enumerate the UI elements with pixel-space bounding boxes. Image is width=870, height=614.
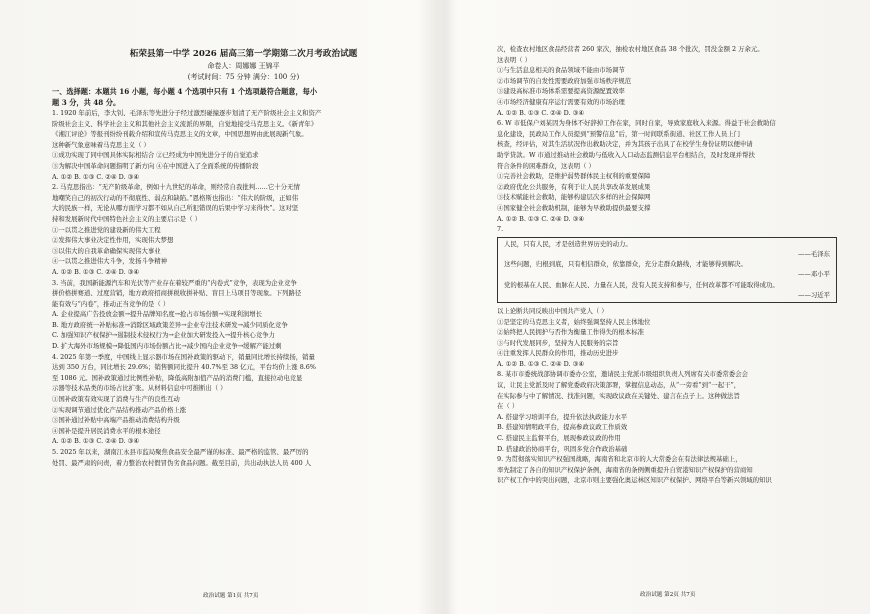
text-line: 符合条件的困难群众，这表明（ ）: [497, 161, 595, 170]
text-line: ——毛泽东: [798, 249, 830, 258]
text-line: ②市场调节的自发性需要政府加强市场秩序规范: [497, 76, 632, 85]
text-line: 这种新气象意味着马克思主义（ ）: [52, 140, 150, 149]
page-footer-right: 政治试题 第2页 共7页: [640, 592, 696, 598]
text-line: 这些问题，归根到底，只有相信群众，依靠群众，充分走群众路线，才能够得到解决。: [504, 260, 747, 269]
text-line: 议，让民主党派及时了解党委政府决策部署，掌握信息动态，从“一旁看”到“一起干”，: [497, 381, 741, 390]
text-line: ——邓小平: [798, 270, 830, 279]
text-line: 持和发展新时代中国特色社会主义的主要启示是（ ）: [52, 214, 202, 223]
quote-box: [497, 237, 837, 303]
text-line: 达到 350 万台，同比增长 29.6%；销售额同比提升 40.7%至 38 亿元，平台均价上涨 8.6%: [52, 363, 316, 372]
text-line: 处罚、最严肃的问责，着力整治农村假冒伪劣食品问题。截至目前，共出动执法人员 400 人: [52, 458, 312, 467]
page-fold: [434, 0, 458, 614]
text-line: ③为解决中国革命问题指明了新方向 ④在中国进入了全面系统的传播阶段: [52, 161, 259, 170]
exam-info: (考试时间：75 分钟 满分：100 分): [187, 73, 300, 81]
text-line: A. ①② B. ①③ C. ②④ D. ③④: [52, 437, 140, 446]
text-line: A. 企业提高广告投放金额→提升品牌知名度→抢占市场份额→实现利润增长: [52, 310, 263, 319]
text-line: 7.: [497, 225, 504, 234]
text-line: A. ①② B. ①③ C. ②④ D. ③④: [497, 359, 585, 368]
text-line: 识产权工作中的突出问题，北京市则主要强化奥运林区知识产权保护、网络平台等新兴领域的知识: [497, 476, 772, 485]
text-line: ④国家健全社会救助机制，能够为早救助提供最要支撑: [497, 203, 651, 212]
text-line: ②发挥伟大事业决定性作用，实现伟大梦想: [52, 236, 174, 245]
text-line: ——习近平: [798, 290, 830, 299]
text-line: ④一以贯之推进伟大斗争，发扬斗争精神: [52, 257, 168, 266]
text-line: ④国补是提升居民消费水平的根本途径: [52, 426, 161, 435]
text-line: 拼价格拼赛道、过度营销，地方政府招商拼税收拼补贴、盲目上马项目等现象。下列路径: [52, 289, 302, 298]
text-line: 题 3 分，共 48 分。: [52, 98, 121, 107]
right-question-text-bottom: [497, 306, 837, 486]
text-line: A. ①② B. ①③ C. ②④ D. ③④: [52, 172, 140, 181]
text-line: 党的根基在人民、血脉在人民、力量在人民，没有人民支持和参与，任何改革都不可能取得成功。: [504, 280, 779, 289]
text-line: A. ①② B. ①③ C. ②④ D. ③④: [52, 267, 140, 276]
text-line: 示器等技术品类的市场占比扩张。从材料信息中可推断出（ ）: [52, 384, 227, 393]
text-line: ②政府优化公共服务，有利于让人民共享改革发展成果: [497, 182, 651, 191]
text-line: 率先制定了各自的知识产权保护条例，海南省的条例侧重提升自贸港知识产权保护的营商知: [497, 465, 753, 474]
text-line: D. 扩大海外市场规模→降低国内市场份额占比→减少国内企业竞争→缓解产能过剩: [52, 342, 282, 351]
page-footer-left: 政治试题 第1页 共7页: [203, 593, 259, 599]
exam-setters: 命卷人：周娜娜 王锦平: [207, 62, 280, 70]
text-line: 这表明（ ）: [497, 55, 531, 64]
text-line: ①完善社会救助，是维护弱势群体民主权利的重要保障: [497, 172, 651, 181]
text-line: ③技术赋能社会救助，能够构建层次多样的社会保障网: [497, 193, 651, 202]
text-line: 8. 某市市委统战部协调市委办公室，邀请民主党派市级组织负责人列席有关市委常委会会: [497, 370, 748, 379]
text-line: ①国补政策有效实现了消费与生产的良性互动: [52, 395, 180, 404]
text-line: 助学贷款。W 市通过推动社会救助与低收入人口动态监测信息平台相结合，及时发现并帮扶: [497, 150, 755, 159]
left-question-text: [52, 86, 435, 468]
text-line: 3. 当前，我国新能源汽车和光伏等产业存在着较严重的“内卷式”竞争，表现为企业竞争: [52, 278, 297, 287]
text-line: 2. 马克思指出：“无产阶级革命，例如十九世纪的革命，则经常自我批判……它十分无情: [52, 183, 300, 192]
text-line: 地嘲笑自己的初次行动的不彻底性、弱点和缺陷。”恩格斯也指出：“伟大的阶级，正如伟: [52, 193, 299, 202]
text-line: ③建设高标准市场体系需要提高资源配置效率: [497, 87, 625, 96]
text-line: ②实现调节通过优化产品结构推动产品价格上涨: [52, 405, 187, 414]
text-line: 4. 2025 年第一季度，中国线上显示器市场在国补政策的驱动下，销量同比增长持续扬，销量: [52, 352, 315, 361]
text-line: 息化建设，民政局工作人员提到“预警信息”后，第一时间联系街道、社区工作人员上门: [497, 129, 740, 138]
text-line: ④市场经济健康有序运行需要有效的市场治理: [497, 97, 625, 106]
text-line: 在实际参与中了解情况、找准问题，实现政议政在关键处、建言在点子上。这种做法旨: [497, 391, 740, 400]
text-line: 大的民族一样，无论从哪方面学习都不如从自己所犯错误的后果中学习来得快”。这对坚: [52, 204, 299, 213]
text-line: 《湘江评论》等报刊纷纷刊载介绍和宣传马克思主义的文章，中国思想界由此展现新气象。: [52, 130, 308, 139]
text-line: ③与时代发展同步，坚持为人民服务的宗旨: [497, 338, 619, 347]
text-line: 以上论断共同反映出中国共产党人（ ）: [497, 306, 608, 315]
quote-text: [504, 239, 830, 300]
text-line: ①是坚定的马克思主义者，始终强调坚持人民主体地位: [497, 317, 651, 326]
text-line: ②始终把人民拥护与否作为衡量工作得失的根本标准: [497, 328, 644, 337]
text-line: A. 搭建学习培训平台，提升依法执政能力水平: [497, 412, 628, 421]
right-question-text-top: [497, 44, 837, 235]
text-line: 人民，只有人民，才是创造世界历史的动力。: [504, 239, 632, 248]
text-line: 5. 2025 年以来，湖南江永县市监局聚焦食品安全最严谨的标准、最严格的监管、最严厉的: [52, 448, 309, 456]
text-line: 次，检查农村地区食品经营者 260 家次，抽检农村地区食品 38 个批次，罚没金额 2 万余元。: [497, 45, 764, 53]
text-line: 一、选择题：本题共 16 小题，每小题 4 个选项中只有 1 个选项最符合题意，每小: [52, 87, 318, 96]
right-column: [497, 0, 837, 614]
exam-title: 柘荣县第一中学 2026 届高三第一学期第二次月考政治试题: [129, 49, 358, 59]
text-line: ④注重发挥人民群众的作用，推动历史进步: [497, 349, 619, 358]
text-line: C. 搭建民主监督平台，展现参政议政的作用: [497, 434, 621, 443]
text-line: ③国补通过补贴中高端产品推动消费结构升级: [52, 416, 180, 425]
text-line: ①一以贯之推进党的建设新的伟大工程: [52, 225, 161, 234]
text-line: 1. 1920 年前后，李大钊、毛泽东等先进分子经过激烈碰撞逐步划清了无产阶级社会主义和资产: [52, 109, 322, 117]
text-line: D. 搭建政治协商平台，巩固多党合作政治基础: [497, 444, 628, 453]
text-line: ①与生活息息相关的食品领域不能由市场调节: [497, 66, 625, 75]
text-line: C. 加强知识产权保护→遏制技术侵权行为→企业加大研发投入→提升核心竞争力: [52, 331, 275, 340]
text-line: ①成功实现了同中国具体实际相结合 ②已经成为中国先进分子的自觉追求: [52, 151, 259, 160]
text-line: ③以伟大的自我革命确保实现伟大事业: [52, 246, 161, 255]
text-line: 9. 为贯彻落实知识产权强国战略，海南省和北京市的人大常委会在有法律法规基础上，: [497, 455, 742, 464]
text-line: 6. W 市低保户刘某因为身体不好辞掉工作在家，同时自家，导致家庭收入来源。得益于社会救助信: [497, 119, 776, 128]
text-line: B. 地方政府统一补贴标准→消除区域政策差异→企业专注技术研发→减少同质化竞争: [52, 320, 288, 329]
text-line: 在（ ）: [497, 402, 519, 411]
text-line: A. ①② B. ①③ C. ②④ D. ③④: [497, 108, 585, 117]
text-line: A. ①② B. ①③ C. ②④ D. ③④: [497, 214, 585, 223]
text-line: 至 1086 元。国补政策通过比例性补贴，降低高附加值产品的消费门槛，直接拉动电竞显: [52, 373, 303, 382]
text-line: B. 搭建知情明政平台，提高参政议政工作质效: [497, 423, 628, 432]
text-line: 阶级社会主义、科学社会主义和其他社会主义流派的界限，自觉地接受马克思主义。《新青年》: [52, 119, 318, 128]
left-column: [52, 0, 435, 614]
text-line: 能有效与“内卷”，推动正当竞争的是（ ）: [52, 299, 170, 308]
text-line: 核查，经评估，对其生活状况作出救助决定，并为其孩子出具了在校学生身份证明以便申请: [497, 140, 753, 149]
